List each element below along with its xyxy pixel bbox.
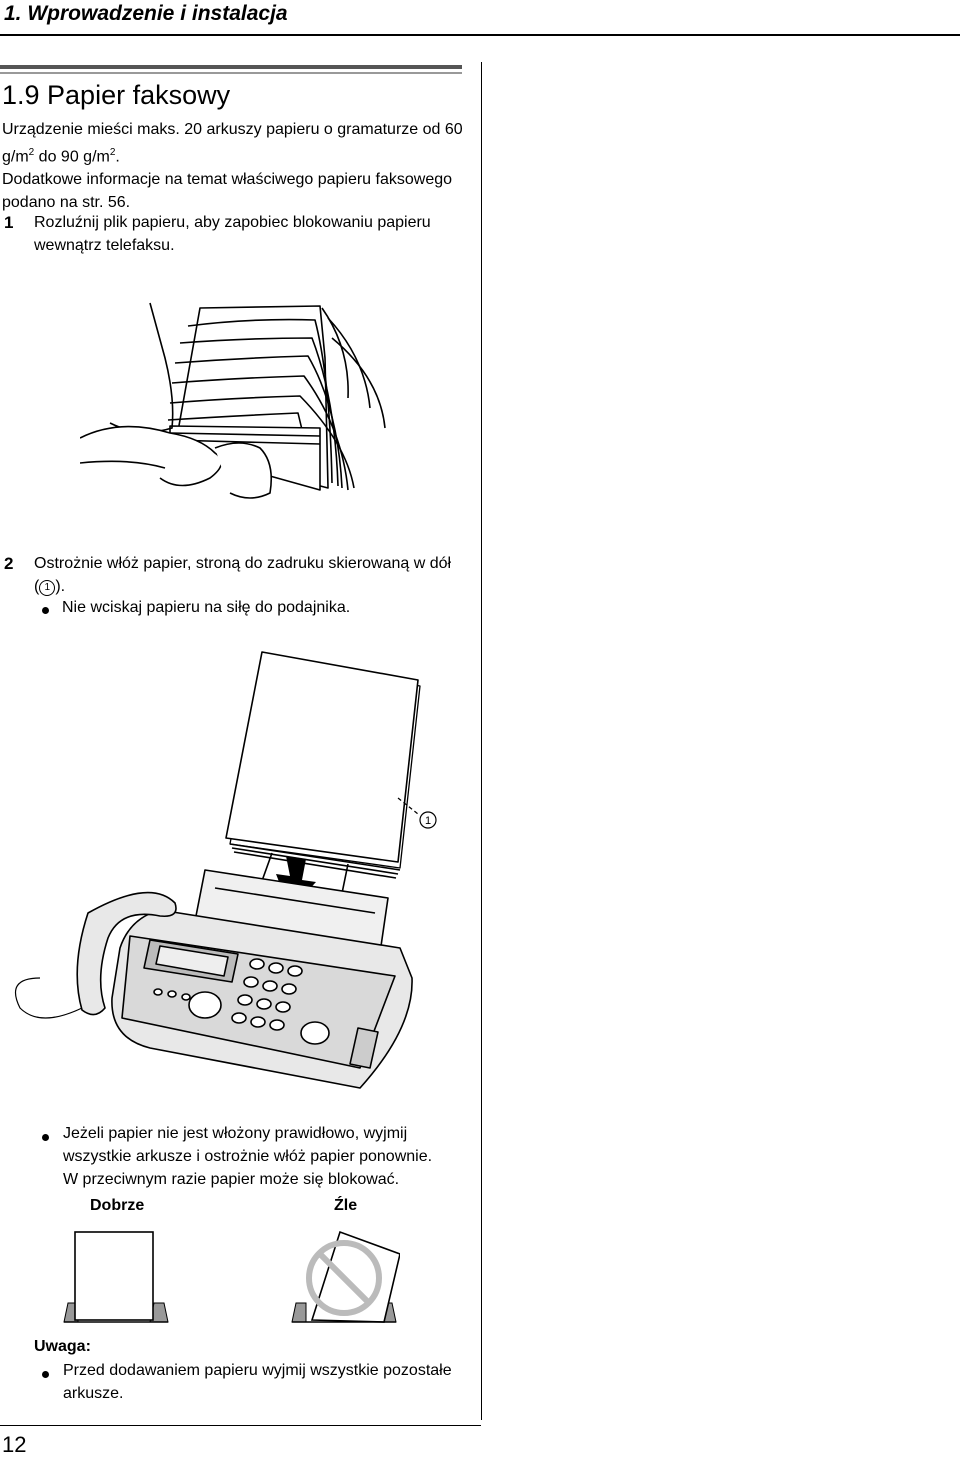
remark-title: Uwaga: [34,1338,91,1355]
reload-note: Jeżeli papier nie jest włożony prawidłowo, wyjmij wszystkie arkusze i ostrożnie włóż papier ponownie. W przeciwnym razie papier może się blokować. [63,1125,433,1188]
intro-paragraph: Urządzenie mieści maks. 20 arkuszy papieru o gramaturze od 60 $g/m^2$ do 90 $g/m^2$. Dodatkowe informacje na temat właściwego papieru faksowego podano na str. 56. [2,121,463,212]
section-bar-thin [0,72,462,74]
step-1-text: Rozluźnij plik papieru, aby zapobiec blokowaniu papieru wewnątrz telefaksu. [34,214,431,254]
correct-insertion-illustration [60,1228,172,1326]
step-2-number: 2 [4,554,14,573]
section-bar [0,65,462,69]
section-title: 1.9 Papier faksowy [2,80,231,110]
fax-machine-illustration [0,648,470,1098]
good-label: Dobrze [90,1197,145,1214]
callout-1-icon: 1 [39,580,55,596]
remark-text: Przed dodawaniem papieru wyjmij wszystkie pozostałe arkusze. [63,1362,452,1402]
incorrect-insertion-illustration [288,1228,400,1326]
step-1-number: 1 [4,213,14,232]
column-divider [481,62,482,1420]
svg-text:1: 1 [424,815,432,827]
footer-rule [0,1425,481,1426]
page-number: 12 [2,1432,27,1457]
chapter-header: 1. Wprowadzenie i instalacja [4,2,288,25]
bullet-icon [42,1131,49,1149]
bad-label: Źle [334,1197,358,1214]
step-2-text: Ostrożnie włóż papier, stroną do zadruku skierowaną w dół ( 1 ). [34,555,452,595]
bullet-icon [42,1368,49,1386]
header-rule [0,34,960,36]
step-2-bullet: Nie wciskaj papieru na siłę do podajnika. [62,599,351,616]
fan-paper-illustration [80,298,400,508]
bullet-icon [42,604,49,622]
